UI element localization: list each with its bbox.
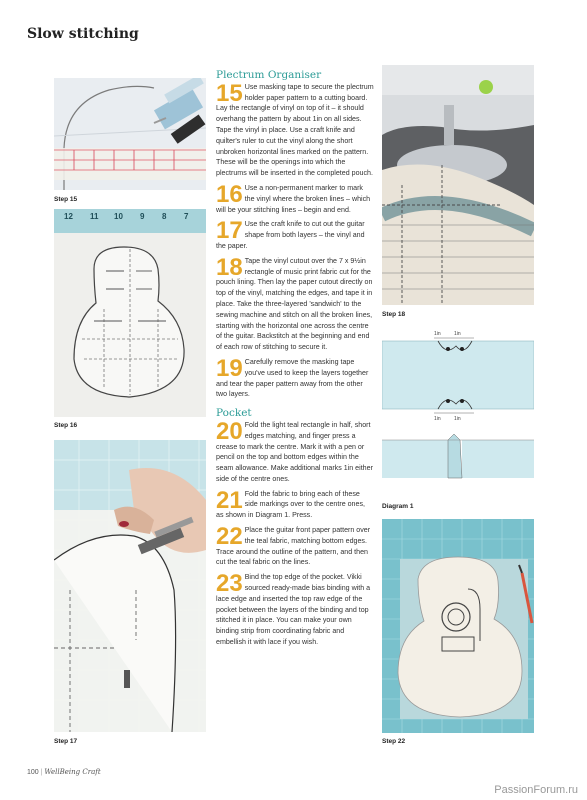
step-text: Place the guitar front paper pattern over the teal fabric, matching bottom edges. Trace around the outline of the pattern, and then cut the teal fabric on the lines. xyxy=(216,526,371,567)
step22-photo xyxy=(382,519,534,733)
step-20 xyxy=(216,417,374,485)
step-number: 16 xyxy=(216,180,243,208)
step18-photo xyxy=(382,65,534,305)
diagram-1 xyxy=(382,328,534,498)
step-number: 23 xyxy=(216,570,243,598)
diagram-label: 1in xyxy=(454,416,461,422)
diagram-label: 1in xyxy=(434,331,441,337)
step-21 xyxy=(216,486,374,521)
step-16 xyxy=(216,180,374,215)
step-number: 22 xyxy=(216,523,243,551)
ruler-number: 10 xyxy=(114,212,123,221)
ruler-number: 12 xyxy=(64,212,73,221)
step-text: Use a non-permanent marker to mark the vinyl where the broken lines – which will be your stitching lines – begin and end. xyxy=(216,183,371,214)
step-number: 18 xyxy=(216,253,243,281)
section-title: Slow stitching xyxy=(27,26,139,42)
step15-photo xyxy=(54,78,206,190)
step22-caption: Step 22 xyxy=(382,738,406,745)
step-number: 21 xyxy=(216,486,243,514)
watermark: PassionForum.ru xyxy=(494,784,578,796)
step-number: 20 xyxy=(216,417,243,445)
step18-caption: Step 18 xyxy=(382,311,406,318)
step15-caption: Step 15 xyxy=(54,196,78,203)
ruler-number: 11 xyxy=(90,212,99,221)
step-text: Use the craft knife to cut out the guitar shape from both layers – the vinyl and the paper. xyxy=(216,220,365,250)
magazine-name: WellBeing Craft xyxy=(44,768,101,776)
step-text: Use masking tape to secure the plectrum holder paper pattern to a cutting board. Lay the rectangle of vinyl on top of it – it should overhang the pattern by about 1in on all sides. Tape the vinyl in place. Use a craft knife and quilter's ruler to cut the vinyl along the short unbroken horizontal lines marked on the pattern. These will be the openings into which the plectrums will be inserted in the completed pouch. xyxy=(216,82,374,178)
step-text: Fold the fabric to bring each of these side markings over to the centre ones, as shown in Diagram 1. Press. xyxy=(216,489,365,520)
ruler-number: 7 xyxy=(184,212,189,221)
heading-plectrum: Plectrum Organiser xyxy=(216,69,322,81)
step-17 xyxy=(216,219,374,251)
footer: 100 | WellBeing Craft xyxy=(27,768,101,776)
step17-caption: Step 17 xyxy=(54,738,78,745)
step-19 xyxy=(216,354,374,400)
step-text: Fold the light teal rectangle in half, short edges matching, and finger press a crease to mark the centre. Mark it with a pen or pencil on the top and bottom edges within the seam allowance. Make additional marks 1in either side of the centre ones. xyxy=(216,420,373,483)
step-number: 19 xyxy=(216,354,243,382)
page-number: 100 xyxy=(27,769,39,776)
diagram1-caption: Diagram 1 xyxy=(382,503,414,510)
step-22 xyxy=(216,525,374,568)
step-number: 15 xyxy=(216,79,243,107)
diagram-label: 1in xyxy=(434,416,441,422)
step-15 xyxy=(216,79,374,179)
ruler-number: 8 xyxy=(162,212,167,221)
ruler-number: 9 xyxy=(140,212,145,221)
step-text: Tape the vinyl cutout over the 7 x 9½in rectangle of music print fabric cut for the pouch lining. Then lay the paper cutout directly on top of the vinyl, matching the edges, and tape it in place. Take the three-layered 'sandwich' to the sewing machine and stitch on all the broken lines, starting with the horizontal one across the centre of the guitar. Backstitch at the beginning and end of each row of stitching to secure it. xyxy=(216,256,373,352)
step-text: Bind the top edge of the pocket. Vikki sourced ready-made bias binding with a lace edge and inserted the top raw edge of the pocket between the layers of the binding and top stitched it in place. You can make your own binding strip from coordinating fabric and embellish it with lace if you wish. xyxy=(216,573,371,647)
step-number: 17 xyxy=(216,217,243,245)
instruction-column xyxy=(216,70,374,652)
step16-caption: Step 16 xyxy=(54,422,78,429)
step-text: Carefully remove the masking tape you've used to keep the layers together and tear the paper pattern away from the other two layers. xyxy=(216,357,369,399)
step-23 xyxy=(216,572,374,648)
heading-pocket: Pocket xyxy=(216,407,252,420)
step17-photo xyxy=(54,440,206,732)
step16-photo xyxy=(54,209,206,417)
step-18 xyxy=(216,253,374,353)
diagram-label: 1in xyxy=(454,331,461,337)
